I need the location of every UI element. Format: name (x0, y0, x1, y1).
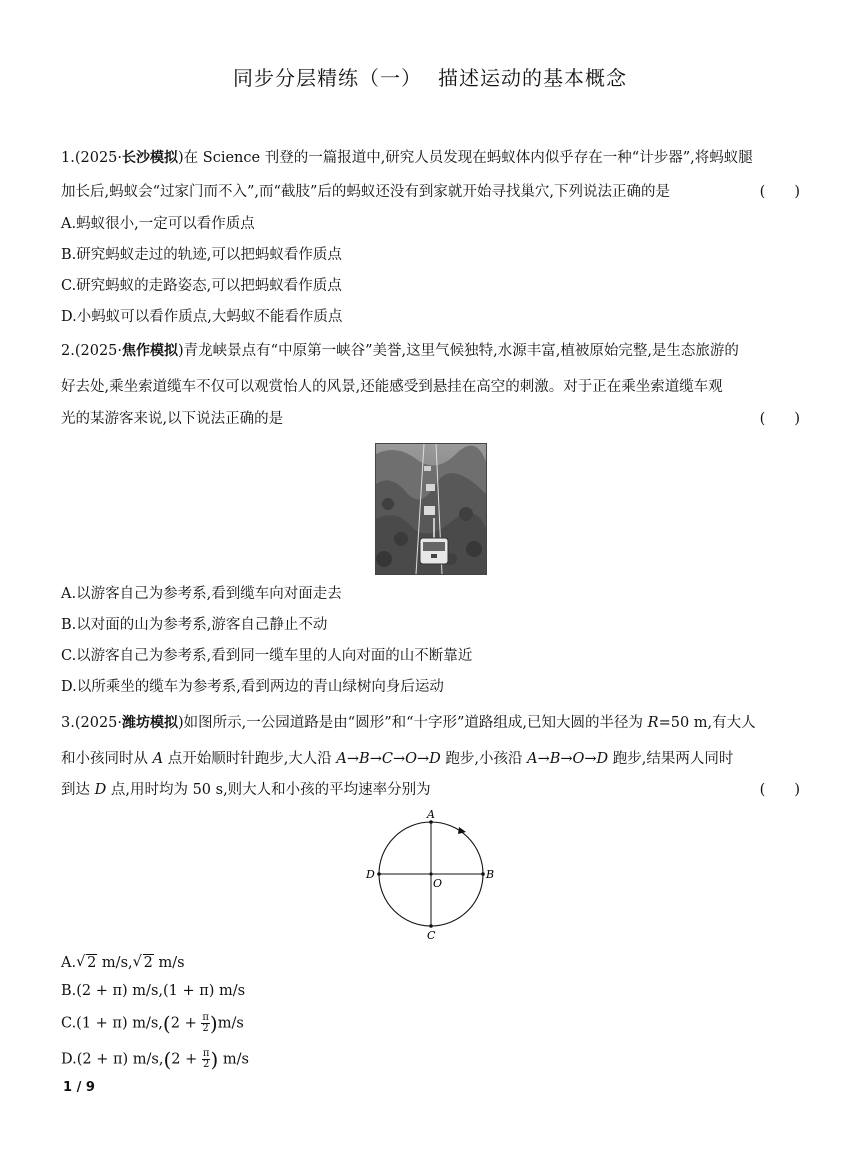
q1-option-d: D.小蚂蚁可以看作质点,大蚂蚁不能看作质点 (61, 309, 343, 325)
q1-option-c: C.研究蚂蚁的走路姿态,可以把蚂蚁看作质点 (61, 278, 342, 294)
cable-car-photo (375, 443, 487, 575)
q2-answer-paren: ( ) (759, 411, 800, 427)
q3-answer-paren: ( ) (759, 782, 800, 798)
frac-den-d: 2 (202, 1059, 210, 1070)
label-d: D (366, 868, 375, 881)
cable-car-image (376, 444, 486, 574)
frac-den: 2 (202, 1023, 209, 1034)
q3-adult-path: A→B→C→O→D (336, 751, 441, 767)
q3-opt-c-unit: m/s (217, 1015, 244, 1032)
q3-opt-d-inner: 2 + (171, 1051, 202, 1068)
q1-line1 (61, 148, 753, 168)
q2-line2: 好去处,乘坐索道缆车不仅可以观赏怡人的风景,还能感受到悬挂在高空的刺激。对于正在乘坐索道缆车观 (61, 379, 723, 395)
q3-option-d: D.(2 + π) m/s,(2 + $\frac{\pi}{2}$ ) m/s (61, 1047, 249, 1072)
q1-source: 长沙模拟 (122, 150, 179, 166)
q3-line3 (61, 780, 431, 800)
q2-text-1: )青龙峡景点有“中原第一峡谷”美誉,这里气候独特,水源丰富,植被原始完整,是生态旅游的 (178, 343, 739, 359)
q3-text-2a: 和小孩同时从 (61, 751, 153, 767)
sqrt-2-value: 2 (143, 955, 153, 971)
q3-opt-d-prefix: D.(2 + π) m/s, (61, 1051, 164, 1068)
q3-text-2c: 跑步,小孩沿 (440, 751, 528, 767)
q3-option-a (61, 953, 185, 973)
q3-opt-a-mid: m/s, (97, 955, 133, 971)
q3-line1 (61, 713, 756, 733)
q3-child-path: A→B→O→D (527, 751, 609, 767)
title-sub: 描述运动的基本概念 (438, 66, 627, 90)
q3-option-b: B.(2 + π) m/s,(1 + π) m/s (61, 983, 246, 999)
clockwise-arrow (458, 827, 466, 834)
q2-option-d: D.以所乘坐的缆车为参考系,看到两边的青山绿树向身后运动 (61, 679, 444, 695)
q3-text-1a: )如图所示,一公园道路是由“圆形”和“十字形”道路组成,已知大圆的半径为 (178, 715, 648, 731)
q3-opt-d-unit: m/s (218, 1051, 249, 1068)
page-number: 1 / 9 (63, 1080, 95, 1095)
q3-text-2b: 点开始顺时针跑步,大人沿 (163, 751, 337, 767)
q3-opt-c-inner: 2 + (170, 1015, 202, 1032)
q3-text-3b: 点,用时均为 50 s,则大人和小孩的平均速率分别为 (106, 782, 431, 798)
q1-option-a: A.蚂蚁很小,一定可以看作质点 (61, 216, 255, 232)
q3-opt-c-prefix: C.(1 + π) m/s, (61, 1015, 163, 1032)
q2-line3: 光的某游客来说,以下说法正确的是 (61, 411, 284, 427)
q3-opt-a-unit: m/s (153, 955, 185, 971)
q1-line2: 加长后,蚂蚁会“过家门而不入”,而“截肢”后的蚂蚁还没有到家就开始寻找巢穴,下列说法正确的是 (61, 184, 670, 200)
title-main: 同步分层精练（一） (233, 66, 422, 90)
q3-radius-symbol: R (647, 715, 659, 731)
q2-option-c: C.以游客自己为参考系,看到同一缆车里的人向对面的山不断靠近 (61, 648, 473, 664)
circle-road-diagram (363, 808, 499, 942)
q3-option-c: C.(1 + π) m/s,(2 + $\frac{\pi}{2}$ )m/s (61, 1011, 244, 1036)
frac-num-d: π (202, 1048, 210, 1059)
q2-number: 2.(2025· (61, 343, 123, 359)
frac-num: π (202, 1012, 209, 1023)
q1-text-1: )在 Science 刊登的一篇报道中,研究人员发现在蚂蚁体内似乎存在一种“计步器”,将蚂蚁腿 (178, 150, 753, 166)
q2-option-a: A.以游客自己为参考系,看到缆车向对面走去 (61, 586, 342, 602)
q3-point-d: D (94, 782, 107, 798)
q3-text-2d: 跑步,结果两人同时 (608, 751, 734, 767)
q3-point-a: A (152, 751, 164, 767)
label-c: C (427, 929, 436, 942)
page-title (0, 62, 860, 91)
sqrt-1 (76, 953, 97, 973)
label-a: A (427, 808, 435, 821)
q3-number: 3.(2025· (61, 715, 123, 731)
q1-option-b: B.研究蚂蚁走过的轨迹,可以把蚂蚁看作质点 (61, 247, 342, 263)
label-o: O (433, 877, 443, 890)
q2-source: 焦作模拟 (122, 343, 179, 359)
sqrt-1-value: 2 (87, 955, 97, 971)
q3-text-1b: =50 m,有大人 (658, 715, 756, 731)
q1-number: 1.(2025· (61, 150, 123, 166)
q3-opt-a-prefix: A. (61, 955, 77, 971)
q3-source: 潍坊模拟 (122, 715, 179, 731)
q1-answer-paren: ( ) (759, 184, 800, 200)
q3-text-3a: 到达 (61, 782, 95, 798)
q2-option-b: B.以对面的山为参考系,游客自己静止不动 (61, 617, 328, 633)
q2-line1 (61, 341, 739, 361)
fraction-pi-over-2 (201, 1013, 210, 1034)
label-b: B (486, 868, 495, 881)
q3-line2 (61, 749, 733, 769)
sqrt-2 (133, 953, 154, 973)
